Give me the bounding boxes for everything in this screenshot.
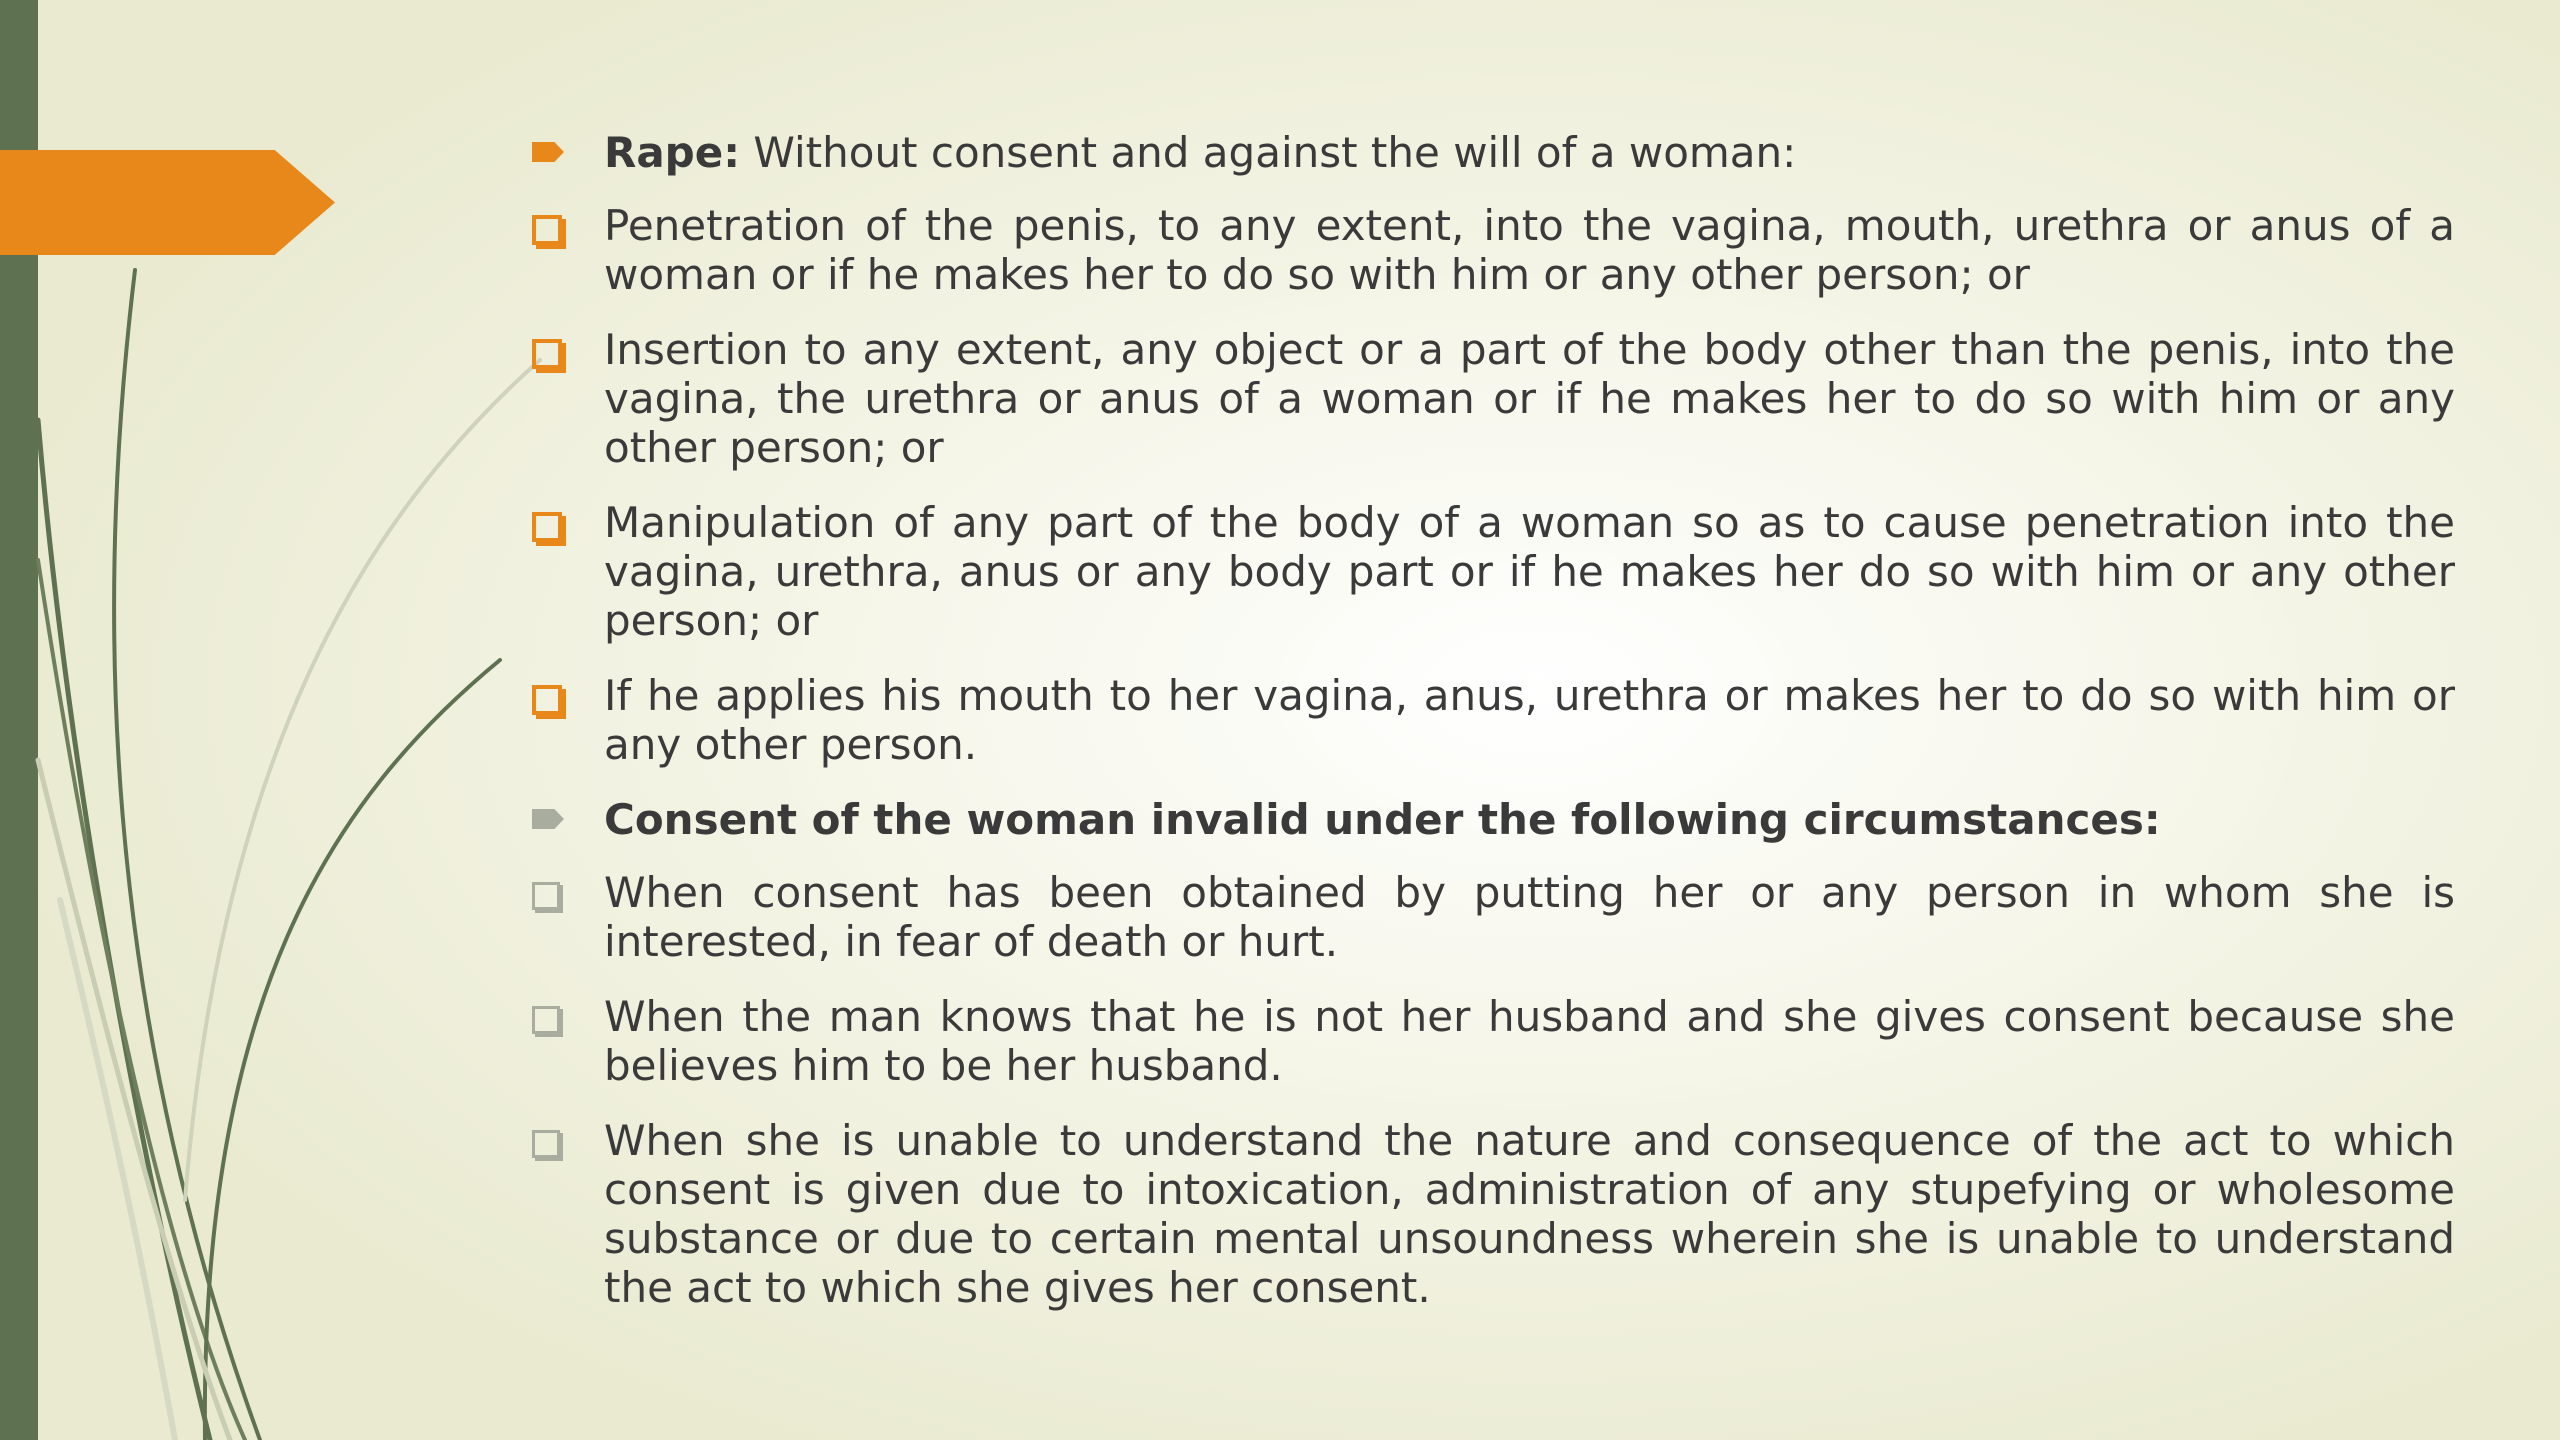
list-item-insertion — [530, 325, 2455, 472]
gray-checkbox-bullet-icon — [532, 882, 560, 910]
list-item-mouth — [530, 671, 2455, 769]
orange-checkbox-bullet-icon — [532, 339, 562, 369]
list-item-text: When consent has been obtained by putting her or any person in whom she is interested, in fear of death or hurt. — [604, 868, 2455, 966]
consent-heading: Consent of the woman invalid under the following circumstances: — [604, 795, 2161, 844]
list-item-manipulation — [530, 498, 2455, 645]
orange-arrow-bullet-icon — [532, 142, 564, 162]
gray-arrow-bullet-icon — [532, 809, 564, 829]
list-item-text: If he applies his mouth to her vagina, anus, urethra or makes her to do so with him or any other person. — [604, 671, 2455, 769]
rape-heading: Rape: — [604, 128, 741, 177]
list-item-penetration — [530, 201, 2455, 299]
list-item-text: When she is unable to understand the nature and consequence of the act to which consent is given due to intoxication, administration of any stupefying or wholesome substance or due to certain mental unsoundness wherein she is unable to understand the act to which she gives her consent. — [604, 1116, 2455, 1312]
orange-checkbox-bullet-icon — [532, 685, 562, 715]
list-item-text: When the man knows that he is not her husband and she gives consent because she believes him to be her husband. — [604, 992, 2455, 1090]
list-item-text: Manipulation of any part of the body of a woman so as to cause penetration into the vagina, urethra, anus or any body part or if he makes her do so with him or any other person; or — [604, 498, 2455, 645]
orange-checkbox-bullet-icon — [532, 215, 562, 245]
list-item-text: Penetration of the penis, to any extent, into the vagina, mouth, urethra or anus of a woman or if he makes her to do so with him or any other person; or — [604, 201, 2455, 299]
list-item-fear — [530, 868, 2455, 966]
rape-heading-text: Without consent and against the will of a woman: — [740, 128, 1797, 177]
list-item-consent-heading — [530, 795, 2455, 844]
list-item-intoxication — [530, 1116, 2455, 1312]
list-item-husband — [530, 992, 2455, 1090]
list-item-rape-definition — [530, 128, 2455, 177]
gray-checkbox-bullet-icon — [532, 1006, 560, 1034]
slide-body — [530, 128, 2455, 1338]
gray-checkbox-bullet-icon — [532, 1130, 560, 1158]
list-item-text: Insertion to any extent, any object or a part of the body other than the penis, into the vagina, the urethra or anus of a woman or if he makes her to do so with him or any other person; or — [604, 325, 2455, 472]
orange-title-tab — [0, 150, 335, 255]
orange-checkbox-bullet-icon — [532, 512, 562, 542]
